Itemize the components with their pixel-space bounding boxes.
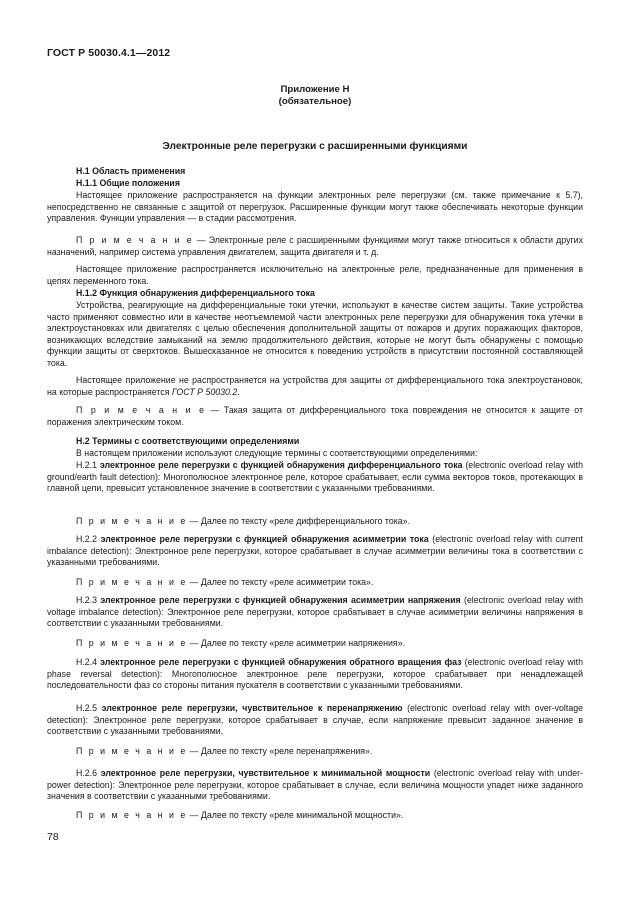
note-text: — Электронные реле с расширенными функциями могут также относиться к области других назначений, например система управления двигателем, защита двигателя и т. д. (47, 235, 583, 257)
term-definition: (electronic overload relay with phase reversal detection): Многополюсное электронное реле перегрузки, которое срабатывает при ненадлежащей последовательности фаз со стороны питания пускателя в соответствии с указанными требованиями. (47, 657, 583, 690)
term-h26 (47, 768, 583, 803)
note-label: П р и м е ч а н и е (76, 577, 188, 587)
term-number: Н.2.6 (76, 768, 101, 778)
term-name: электронное реле перегрузки с функцией обнаружения асимметрии напряжения (100, 595, 461, 605)
term-name: электронное реле перегрузки с функцией обнаружения дифференциального тока (99, 460, 463, 470)
note-text: — Далее по тексту «реле асимметрии напряжения». (187, 638, 406, 648)
term-h22 (47, 534, 583, 569)
note-label: П р и м е ч а н и е (76, 638, 188, 648)
note-text: — Далее по тексту «реле асимметрии тока». (187, 577, 374, 587)
term-definition: (electronic overload relay with voltage imbalance detection): Электронное реле перегрузки, которое срабатывает в случае асимметрии величины напряжения в соответствии с указанными требованиями. (47, 595, 583, 628)
term-definition: (electronic overload relay with current imbalance detection): Электронное реле перегрузки, которое срабатывает в случае асимметрии величины тока в соответствии с указанными требованиями. (47, 534, 583, 567)
term-name: электронное реле перегрузки с функцией обнаружения обратного вращения фаз (100, 657, 462, 667)
term-definition: (electronic overload relay with over-voltage detection): Электронное реле перегрузки, которое срабатывает в случае, если напряжение превысит заданное значение в соответствии с указанными требованиями. (47, 703, 583, 736)
appendix-title: Приложение Н (280, 84, 350, 95)
note-text: — Далее по тексту «реле дифференциального тока». (187, 516, 411, 526)
note-2 (47, 405, 583, 428)
term-h21-note (47, 516, 583, 528)
heading-h1: Н.1 Область применения (76, 166, 186, 176)
heading-h2: Н.2 Термины с соответствующими определениями (76, 436, 300, 446)
paragraph-2: Настоящее приложение распространяется исключительно на электронные реле, предназначенные для применения в цепях переменного тока. (47, 264, 583, 286)
note-label: П р и м е ч а н и е (76, 405, 206, 415)
standard-reference: ГОСТ Р 50030.2 (171, 386, 238, 397)
term-name: электронное реле перегрузки, чувствительное к минимальной мощности (100, 768, 431, 778)
note-label: П р и м е ч а н и е (76, 746, 188, 756)
term-h25 (47, 703, 583, 738)
term-name: электронное реле перегрузки с функцией обнаружения асимметрии тока (100, 534, 429, 544)
note-text: — Далее по тексту «реле минимальной мощности». (187, 810, 404, 820)
note-text: — Далее по тексту «реле перенапряжения». (187, 746, 373, 756)
note-label: П р и м е ч а н и е (76, 235, 194, 245)
section-title: Электронные реле перегрузки с расширенными функциями (162, 141, 468, 152)
term-h23 (47, 595, 583, 630)
paragraph-5: В настоящем приложении используют следующие термины с соответствующими определениями: (76, 448, 478, 458)
note-label: П р и м е ч а н и е (76, 810, 188, 820)
heading-h11: Н.1.1 Общие положения (76, 178, 180, 188)
term-number: Н.2.3 (76, 595, 101, 605)
paragraph-1: Настоящее приложение распространяется на функции электронных реле перегрузки (см. также примечание к 5.7), непосредственно не связанные с защитой от перегрузок. Расширенные функции могут также обеспечивать некоторые функции управления. Функции управления — в стадии рассмотрения. (47, 190, 583, 223)
term-h26-note (47, 810, 583, 822)
appendix-status: (обязательное) (278, 96, 352, 107)
term-h24 (47, 657, 583, 692)
paragraph-4 (47, 375, 583, 398)
note-label: П р и м е ч а н и е (76, 516, 188, 526)
document-header: ГОСТ Р 50030.4.1—2012 (47, 47, 171, 59)
term-number: Н.2.1 (76, 460, 100, 470)
term-name: электронное реле перегрузки, чувствительное к перенапряжению (101, 703, 403, 713)
term-definition: (electronic overload relay with under-power detection): Электронное реле перегрузки, которое срабатывает в случае, если величина мощности упадет ниже заданного значения в соответствии с указанными требованиями. (47, 768, 583, 801)
term-number: Н.2.5 (76, 703, 102, 713)
page-number: 78 (47, 831, 59, 843)
term-number: Н.2.4 (76, 657, 101, 667)
term-h25-note (47, 746, 583, 758)
paragraph-3: Устройства, реагирующие на дифференциальные токи утечки, используют в качестве систем защиты. Такие устройства часто применяют совместно или в качестве неотъемлемой части электронных реле перегрузки для обнаружения тока утечки в электроустановках или двигателях с целью обеспечения дополнительной защиты от пожаров и других поражающих факторов, возникающих вследствие замыканий на землю продолжительного действия, которые не могут быть обнаружены с помощью функции защиты от сверхтоков. Вышесказанное не относится к поведению устройств в присутствии постоянной составляющей тока. (47, 300, 583, 368)
paragraph-4-text: Настоящее приложение не распространяется на устройства для защиты от дифференциального тока электроустановок, на которые распространяется (47, 375, 583, 397)
note-1 (47, 235, 583, 258)
term-definition: (electronic overload relay with ground/earth fault detection): Многополюсное электронное реле, которое срабатывает, если сумма векторов токов, протекающих в главной цепи, превысит установленное значение в соответствии с указанными требованиями. (47, 460, 583, 493)
term-h21 (47, 460, 583, 495)
note-text: — Такая защита от дифференциального тока повреждения не относится к защите от поражения электрическим током. (47, 405, 583, 427)
paragraph-4-end: . (237, 386, 240, 397)
heading-h12: Н.1.2 Функция обнаружения дифференциального тока (76, 288, 315, 298)
term-h22-note (47, 577, 583, 589)
term-h23-note (47, 638, 583, 650)
term-number: Н.2.2 (76, 534, 101, 544)
